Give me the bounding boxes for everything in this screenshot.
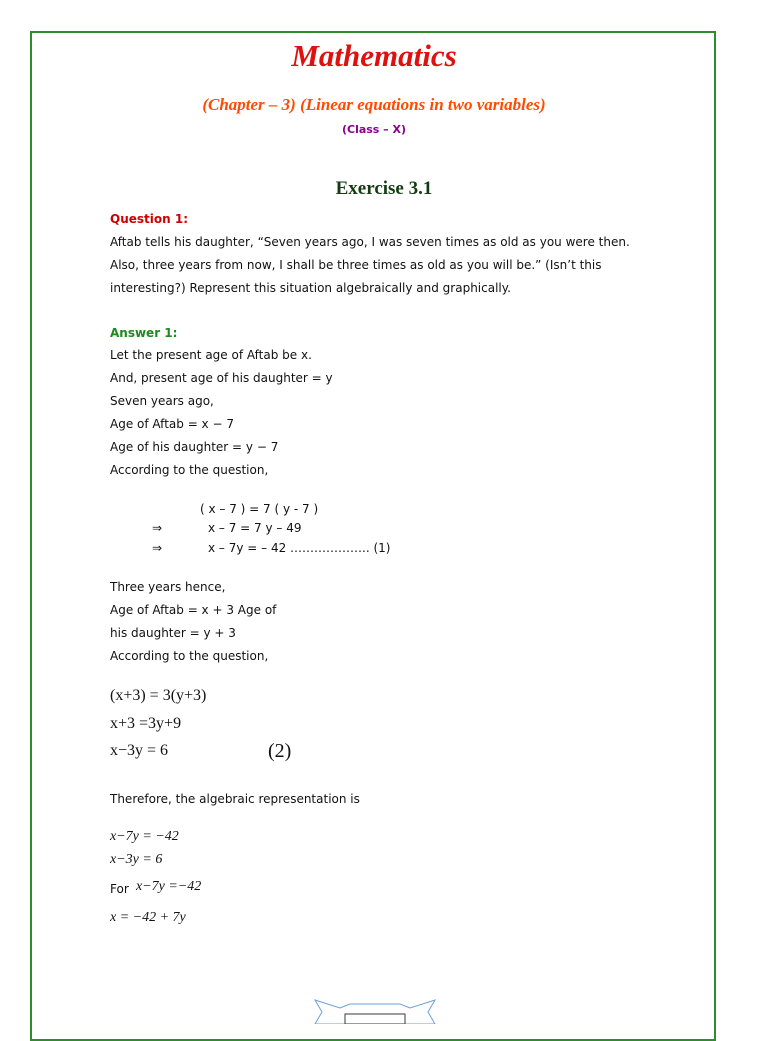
answer-line: Three years hence, xyxy=(110,580,226,594)
question-line: interesting?) Represent this situation algebraically and graphically. xyxy=(110,281,511,295)
answer-line: According to the question, xyxy=(110,463,269,477)
equation-line: x – 7 = 7 y – 49 xyxy=(208,521,302,535)
implies-arrow: ⇒ xyxy=(152,541,163,555)
answer-label: Answer 1: xyxy=(110,326,178,340)
exercise-heading: Exercise 3.1 xyxy=(335,178,433,199)
answer-line: Let the present age of Aftab be x. xyxy=(110,348,312,362)
math-equation: x = −42 + 7y xyxy=(110,910,186,925)
equation-line: x – 7y = – 42 ……………….. (1) xyxy=(208,541,391,555)
answer-line: his daughter = y + 3 xyxy=(110,626,236,640)
math-equation: x−7y =−42 xyxy=(136,879,202,894)
question-line: Also, three years from now, I shall be three times as old as you will be.” (Isn’t this xyxy=(110,258,602,272)
answer-line: Age of Aftab = x + 3 Age of xyxy=(110,603,277,617)
math-equation: (x+3) = 3(y+3) xyxy=(110,687,207,704)
chapter-subtitle: (Chapter – 3) (Linear equations in two variables) xyxy=(202,95,546,114)
implies-arrow: ⇒ xyxy=(152,521,163,535)
math-equation: x−3y = 6 xyxy=(110,852,163,867)
question-line: Aftab tells his daughter, “Seven years ago, I was seven times as old as you were then. xyxy=(110,235,630,249)
equation-line: ( x – 7 ) = 7 ( y - 7 ) xyxy=(200,502,319,516)
answer-line: Therefore, the algebraic representation is xyxy=(110,792,360,806)
math-equation: x−7y = −42 xyxy=(110,829,179,844)
answer-line: Age of Aftab = x − 7 xyxy=(110,417,234,431)
ribbon-emblem-icon xyxy=(310,998,440,1024)
math-equation: x+3 =3y+9 xyxy=(110,715,182,732)
answer-line: According to the question, xyxy=(110,649,269,663)
equation-number: (2) xyxy=(268,740,292,762)
for-label: For xyxy=(110,882,129,896)
math-equation: x−3y = 6 xyxy=(110,742,169,759)
question-label: Question 1: xyxy=(110,212,188,226)
class-label: (Class – X) xyxy=(341,123,407,136)
answer-line: Age of his daughter = y − 7 xyxy=(110,440,279,454)
answer-line: And, present age of his daughter = y xyxy=(110,371,333,385)
page-title: Mathematics xyxy=(291,38,457,73)
answer-line: Seven years ago, xyxy=(110,394,214,408)
